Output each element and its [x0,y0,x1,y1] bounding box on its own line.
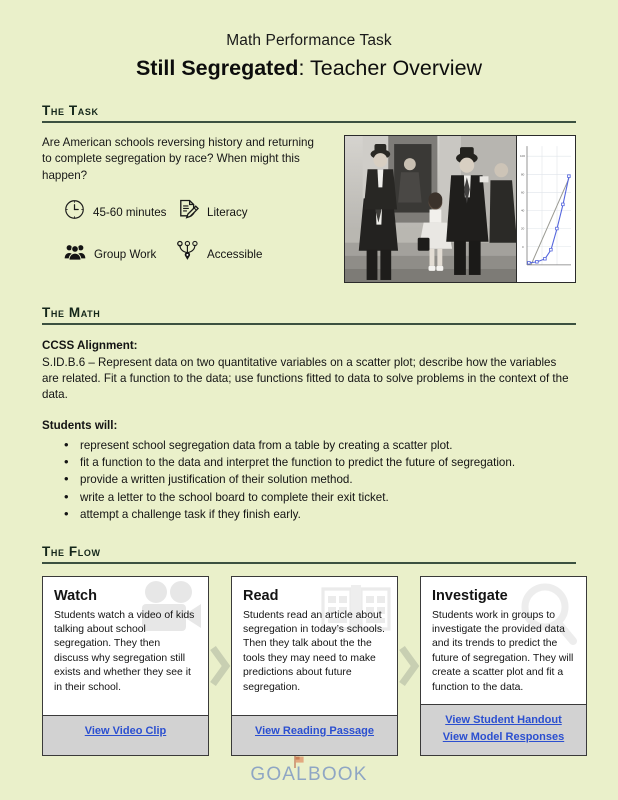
flow-card-read[interactable] [231,576,398,756]
flow-card-watch-body [43,577,208,715]
ruby-bridges-photo [345,136,516,282]
clock-icon [64,199,85,225]
ccss-alignment-label: CCSS Alignment: [42,339,138,352]
attribute-literacy [176,198,314,226]
view-video-clip-link[interactable]: View Video Clip [84,724,167,737]
scatter-plot-thumbnail [516,136,575,282]
svg-text:0: 0 [522,244,524,249]
attribute-literacy-label: Literacy [207,205,248,219]
literacy-document-pencil-icon [176,198,199,226]
math-section-heading: The Math [42,305,576,325]
task-media [344,135,576,283]
list-item: • write a letter to the school board to complete their exit ticket. [64,489,576,506]
task-section-heading: The Task [42,103,576,123]
attribute-accessible [176,240,314,268]
list-item: • provide a written justification of their solution method. [64,471,576,488]
document-header [0,0,618,81]
attribute-accessible-label: Accessible [207,247,263,261]
view-model-responses-link[interactable]: View Model Responses [442,730,565,743]
flow-card-investigate-footer [421,704,586,755]
flag-icon [292,755,306,769]
svg-text:80: 80 [521,172,525,177]
flow-chevron-2 [398,576,420,756]
ccss-alignment-text: S.ID.B.6 – Represent data on two quantitative variables on a scatter plot; describe how the variables are related. Fit a function to the data; use functions fitted to data to solve problems in the context of the data. [42,356,569,402]
flow-card-watch-text: Students watch a video of kids talking about school segregation. They then discuss why segregation still exists and whether they see it in their school. [54,609,195,693]
attribute-duration [64,198,176,226]
flow-card-read-footer [232,715,397,755]
attribute-duration-label: 45-60 minutes [93,205,167,219]
students-will-list [42,437,576,524]
task-question: Are American schools reversing history and returning to complete segregation by race? When might this happen? [42,136,314,182]
goalbook-logo [250,764,367,786]
flow-card-read-title: Read [243,587,279,604]
math-section [42,305,576,524]
flow-section [42,544,576,756]
attribute-group-work-label: Group Work [94,247,157,261]
group-work-people-icon [64,242,86,267]
flow-card-investigate-text: Students work in groups to investigate the provided data and its trends to predict the future of segregation. They will create a scatter plot and fit a function to the data. [432,609,574,693]
flow-cards-row [42,576,576,756]
task-content-row [42,135,576,283]
flow-card-investigate[interactable] [420,576,587,756]
list-item: • fit a function to the data and interpret the function to predict the future of segregation. [64,454,576,471]
flow-card-watch-title: Watch [54,587,97,604]
list-item: • represent school segregation data from a table by creating a scatter plot. [64,437,576,454]
svg-text:100: 100 [520,154,525,159]
media-frame [344,135,576,283]
task-attributes [42,198,314,268]
list-item: • attempt a challenge task if they finish early. [64,506,576,523]
page-title-rest: : Teacher Overview [298,56,483,80]
goalbook-logo-text: GOALBOOK [250,764,368,785]
students-will-label: Students will: [42,418,118,432]
kicker-text: Math Performance Task [226,32,392,49]
task-left-column [42,135,314,283]
svg-text:60: 60 [521,190,525,195]
flow-card-investigate-body [421,577,586,704]
flow-chevron-1 [209,576,231,756]
page-title-bold: Still Segregated [135,56,299,80]
view-student-handout-link[interactable]: View Student Handout [445,713,562,726]
flow-card-watch-footer [43,715,208,755]
accessible-nodes-icon [176,240,199,268]
flow-card-watch[interactable] [42,576,209,756]
flow-card-investigate-title: Investigate [432,587,508,604]
flow-card-read-body [232,577,397,715]
svg-text:40: 40 [521,208,525,213]
flow-section-heading: The Flow [42,544,576,564]
view-reading-passage-link[interactable]: View Reading Passage [254,724,375,737]
attribute-group-work [64,240,176,268]
flow-card-read-text: Students read an article about segregation in today’s schools. Then they talk about the the tools they may need to make predictions about future segregation. [243,609,385,693]
task-section [42,103,576,283]
svg-text:20: 20 [521,226,525,231]
page-footer [0,764,618,786]
page-title [0,56,618,81]
